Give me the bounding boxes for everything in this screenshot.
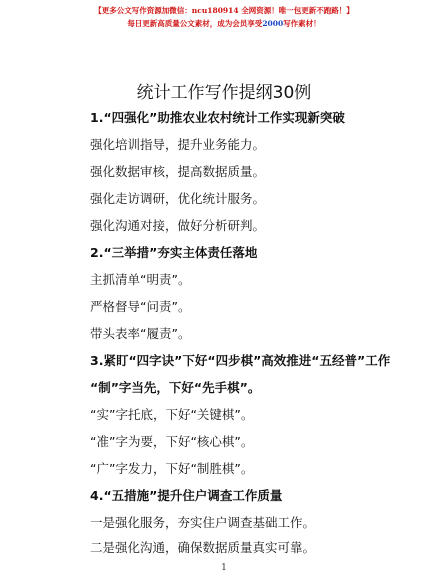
body-line: 一是强化服务，夯实住户调查基础工作。	[90, 515, 316, 530]
body-line: 严格督导“问责”。	[90, 299, 191, 314]
promo-banner-line-1: 【更多公文写作资源加微信：ncu180914 全网资源！唯一包更新不跑路！】	[94, 6, 354, 15]
section-heading-1: 1.“四强化”助推农业农村统计工作实现新突破	[90, 110, 345, 125]
body-line: 主抓清单“明责”。	[90, 272, 191, 287]
section-heading-2: 2.“三举措”夯实主体责任落地	[90, 245, 258, 260]
section-heading-4: 4.“五措施”提升住户调查工作质量	[90, 488, 283, 503]
body-line: “广”字发力，下好“制胜棋”。	[90, 461, 254, 476]
promo-count: 2000	[262, 19, 284, 28]
promo-text-2: 写作素材！	[283, 19, 321, 28]
promo-banner-line-2	[0, 19, 448, 29]
document-title: 统计工作写作提纲30例	[136, 83, 312, 103]
body-line: 二是强化沟通，确保数据质量真实可靠。	[90, 540, 316, 555]
body-line: 强化数据审核，提高数据质量。	[90, 164, 266, 179]
body-line-bold: “制”字当先，下好“先手棋”。	[90, 380, 261, 395]
body-line: “实”字托底，下好“关键棋”。	[90, 407, 254, 422]
page-number: 1	[221, 563, 227, 573]
section-heading-3: 3.紧盯“四字诀”下好“四步棋”高效推进“五经普”工作	[90, 353, 391, 368]
body-line: “准”字为要，下好“核心棋”。	[90, 434, 254, 449]
body-line: 强化培训指导，提升业务能力。	[90, 137, 266, 152]
body-line: 强化走访调研，优化统计服务。	[90, 191, 266, 206]
body-line: 强化沟通对接，做好分析研判。	[90, 218, 266, 233]
promo-text-1: 每日更新高质量公文素材，成为会员享受	[127, 19, 263, 28]
body-line: 带头表率“履责”。	[90, 326, 191, 341]
